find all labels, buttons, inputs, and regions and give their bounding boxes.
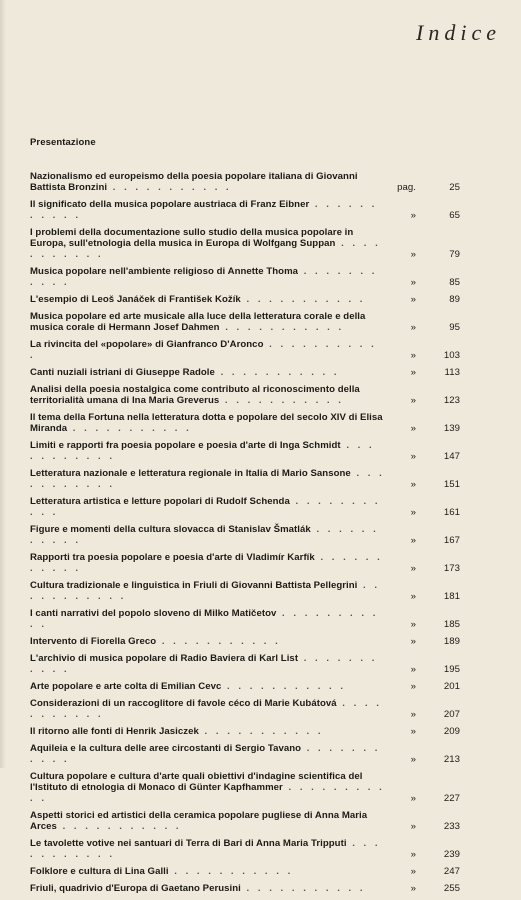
toc-entry-page: 201 <box>443 681 460 692</box>
dot-leader <box>221 681 346 692</box>
dot-leader <box>30 838 381 860</box>
toc-entry-title: Nazionalismo ed europeismo della poesia popolare italiana di Giovanni Battista Bronzini . . . <box>30 171 460 193</box>
dot-leader <box>30 440 375 462</box>
toc-entry-page: 151 <box>443 479 460 490</box>
toc-entry <box>30 266 460 288</box>
toc-entry-page: 255 <box>443 883 460 894</box>
toc-entry-title: Folklore e cultura di Lina Galli . . . <box>30 866 460 877</box>
toc-entry-title: Aquileia e la cultura delle aree circostanti di Sergio Tavano . . . <box>30 743 460 765</box>
toc-entry-title: Cultura tradizionale e linguistica in Friuli di Giovanni Battista Pellegrini . . . <box>30 580 460 602</box>
toc-entry-page: 85 <box>449 277 460 288</box>
toc-entry-marker: » <box>410 350 416 361</box>
dot-leader <box>199 726 324 737</box>
toc-entry-marker: » <box>410 563 416 574</box>
toc-entry-page: 173 <box>443 563 460 574</box>
dot-leader <box>219 395 344 406</box>
toc-entry-marker: » <box>410 793 416 804</box>
toc-entry <box>30 580 460 602</box>
table-of-contents <box>30 171 460 900</box>
toc-entry-page: 147 <box>443 451 460 462</box>
toc-entry <box>30 771 460 804</box>
toc-entry-page: 79 <box>449 249 460 260</box>
toc-entry-title: Musica popolare ed arte musicale alla luce della letteratura corale e della musica corale di Hermann Josef Dahmen . . . <box>30 311 460 333</box>
toc-entry-page: 181 <box>443 591 460 602</box>
toc-entry-marker: » <box>410 367 416 378</box>
toc-entry-marker: » <box>410 322 416 333</box>
toc-entry-page: 139 <box>443 423 460 434</box>
toc-entry <box>30 171 460 193</box>
dot-leader <box>30 468 385 490</box>
toc-entry-marker: pag. <box>397 182 416 193</box>
toc-entry-marker: » <box>410 754 416 765</box>
toc-entry-title: Considerazioni di un raccoglitore di favole céco di Marie Kubátová . . . <box>30 698 460 720</box>
dot-leader <box>107 182 232 193</box>
toc-entry-title: L'esempio di Leoš Janáček di František Kožík . . . <box>30 294 460 305</box>
toc-entry-page: 89 <box>449 294 460 305</box>
toc-entry-marker: » <box>410 423 416 434</box>
toc-entry <box>30 227 460 260</box>
toc-entry-title: I canti narrativi del popolo sloveno di Milko Matičetov . . . <box>30 608 460 630</box>
toc-entry-title: La rivincita del «popolare» di Gianfranco D'Aronco . . . <box>30 339 460 361</box>
toc-entry-title: Rapporti tra poesia popolare e poesia d'arte di Vladimír Karfík . . . <box>30 552 460 574</box>
toc-entry <box>30 468 460 490</box>
toc-entry-title: Il tema della Fortuna nella letteratura dotta e popolare del secolo XIV di Elisa Miranda . . . <box>30 412 460 434</box>
toc-entry-page: 95 <box>449 322 460 333</box>
toc-entry <box>30 681 460 692</box>
dot-leader <box>30 238 381 260</box>
toc-entry-page: 123 <box>443 395 460 406</box>
toc-entry-title: Aspetti storici ed artistici della ceramica popolare pugliese di Anna Maria Arces . . . <box>30 810 460 832</box>
toc-entry <box>30 726 460 737</box>
toc-entry-title: Friuli, quadrivio d'Europa di Gaetano Perusini . . . <box>30 883 460 894</box>
toc-entry-marker: » <box>410 277 416 288</box>
toc-entry-marker: » <box>410 726 416 737</box>
toc-entry-title: Il significato della musica popolare austriaca di Franz Eibner . . . <box>30 199 460 221</box>
dot-leader <box>30 782 385 804</box>
dot-leader <box>67 423 192 434</box>
dot-leader <box>30 266 377 288</box>
dot-leader <box>30 580 380 602</box>
toc-entry-marker: » <box>410 709 416 720</box>
toc-entry-marker: » <box>410 681 416 692</box>
toc-entry-marker: » <box>410 821 416 832</box>
intro-heading: Presentazione <box>30 137 96 148</box>
toc-entry <box>30 608 460 630</box>
toc-entry-marker: » <box>410 866 416 877</box>
toc-entry-title: I problemi della documentazione sullo studio della musica popolare in Europa, sull'etnologia della musica in Europa di Wolfgang Suppan . . . <box>30 227 460 260</box>
toc-entry-marker: » <box>410 883 416 894</box>
toc-entry-title: Cultura popolare e cultura d'arte quali obiettivi d'indagine scientifica del l'Istituto di etnologia di Monaco di Günter Kapfhammer . . . <box>30 771 460 804</box>
dot-leader <box>30 199 377 221</box>
toc-entry <box>30 883 460 894</box>
toc-entry-marker: » <box>410 591 416 602</box>
toc-entry-marker: » <box>410 294 416 305</box>
toc-entry <box>30 810 460 832</box>
toc-entry-marker: » <box>410 451 416 462</box>
toc-entry-page: 113 <box>444 367 460 378</box>
toc-entry-page: 227 <box>443 793 460 804</box>
toc-entry-marker: » <box>410 664 416 675</box>
toc-entry-marker: » <box>410 636 416 647</box>
dot-leader <box>30 698 382 720</box>
toc-entry <box>30 524 460 546</box>
toc-entry <box>30 412 460 434</box>
dot-leader <box>220 322 345 333</box>
toc-entry-page: 247 <box>443 866 460 877</box>
toc-entry-page: 195 <box>443 664 460 675</box>
toc-entry-title: Il ritorno alle fonti di Henrik Jasiczek . . . <box>30 726 460 737</box>
toc-entry-marker: » <box>410 395 416 406</box>
toc-entry-page: 209 <box>443 726 460 737</box>
toc-entry-title: Letteratura artistica e letture popolari di Rudolf Schenda . . . <box>30 496 460 518</box>
toc-entry <box>30 311 460 333</box>
toc-entry-page: 239 <box>443 849 460 860</box>
toc-entry <box>30 384 460 406</box>
dot-leader <box>169 866 294 877</box>
toc-entry-title: Letteratura nazionale e letteratura regionale in Italia di Mario Sansone . . . <box>30 468 460 490</box>
toc-entry-marker: » <box>410 479 416 490</box>
toc-entry-title: Limiti e rapporti fra poesia popolare e poesia d'arte di Inga Schmidt . . . <box>30 440 460 462</box>
dot-leader <box>30 552 383 574</box>
toc-entry-page: 161 <box>443 507 460 518</box>
toc-entry-page: 233 <box>443 821 460 832</box>
dot-leader <box>57 821 182 832</box>
dot-leader <box>30 608 378 630</box>
toc-entry-page: 167 <box>443 535 460 546</box>
toc-entry-marker: » <box>410 210 416 221</box>
page-title: Indice <box>416 20 501 45</box>
dot-leader <box>241 883 366 894</box>
toc-entry-page: 103 <box>443 350 460 361</box>
toc-entry <box>30 367 460 378</box>
toc-entry-title: Musica popolare nell'ambiente religioso di Annette Thoma . . . <box>30 266 460 288</box>
toc-entry-title: Analisi della poesia nostalgica come contributo al riconoscimento della territorialità umana di Ina Maria Greverus . . . <box>30 384 460 406</box>
dot-leader <box>30 339 377 361</box>
toc-entry-title: Arte popolare e arte colta di Emilian Cevc . . . <box>30 681 460 692</box>
toc-entry-marker: » <box>410 619 416 630</box>
toc-entry-marker: » <box>410 849 416 860</box>
toc-entry-page: 25 <box>449 182 460 193</box>
toc-entry <box>30 199 460 221</box>
toc-entry <box>30 698 460 720</box>
toc-entry <box>30 743 460 765</box>
toc-entry-title: Canti nuziali istriani di Giuseppe Radole . . . <box>30 367 460 378</box>
toc-entry <box>30 496 460 518</box>
toc-entry-marker: » <box>410 535 416 546</box>
dot-leader <box>241 294 366 305</box>
dot-leader <box>30 496 381 518</box>
toc-entry <box>30 838 460 860</box>
toc-entry-page: 189 <box>443 636 460 647</box>
dot-leader <box>156 636 281 647</box>
page-edge <box>0 0 6 768</box>
toc-entry <box>30 294 460 305</box>
dot-leader <box>30 524 379 546</box>
dot-leader <box>30 743 380 765</box>
toc-entry-page: 185 <box>443 619 460 630</box>
toc-entry-title: Intervento di Fiorella Greco . . . <box>30 636 460 647</box>
toc-entry-marker: » <box>410 507 416 518</box>
toc-entry <box>30 653 460 675</box>
toc-entry-title: Figure e momenti della cultura slovacca di Stanislav Šmatlák . . . <box>30 524 460 546</box>
dot-leader <box>30 653 377 675</box>
dot-leader <box>215 367 340 378</box>
toc-entry-page: 207 <box>443 709 460 720</box>
toc-entry <box>30 339 460 361</box>
toc-entry <box>30 636 460 647</box>
toc-entry <box>30 866 460 877</box>
toc-entry-marker: » <box>410 249 416 260</box>
toc-entry-title: L'archivio di musica popolare di Radio Baviera di Karl List . . . <box>30 653 460 675</box>
toc-entry <box>30 552 460 574</box>
toc-entry-title: Le tavolette votive nei santuari di Terra di Bari di Anna Maria Tripputi . . . <box>30 838 460 860</box>
toc-entry-page: 213 <box>443 754 460 765</box>
toc-entry <box>30 440 460 462</box>
toc-entry-page: 65 <box>449 210 460 221</box>
